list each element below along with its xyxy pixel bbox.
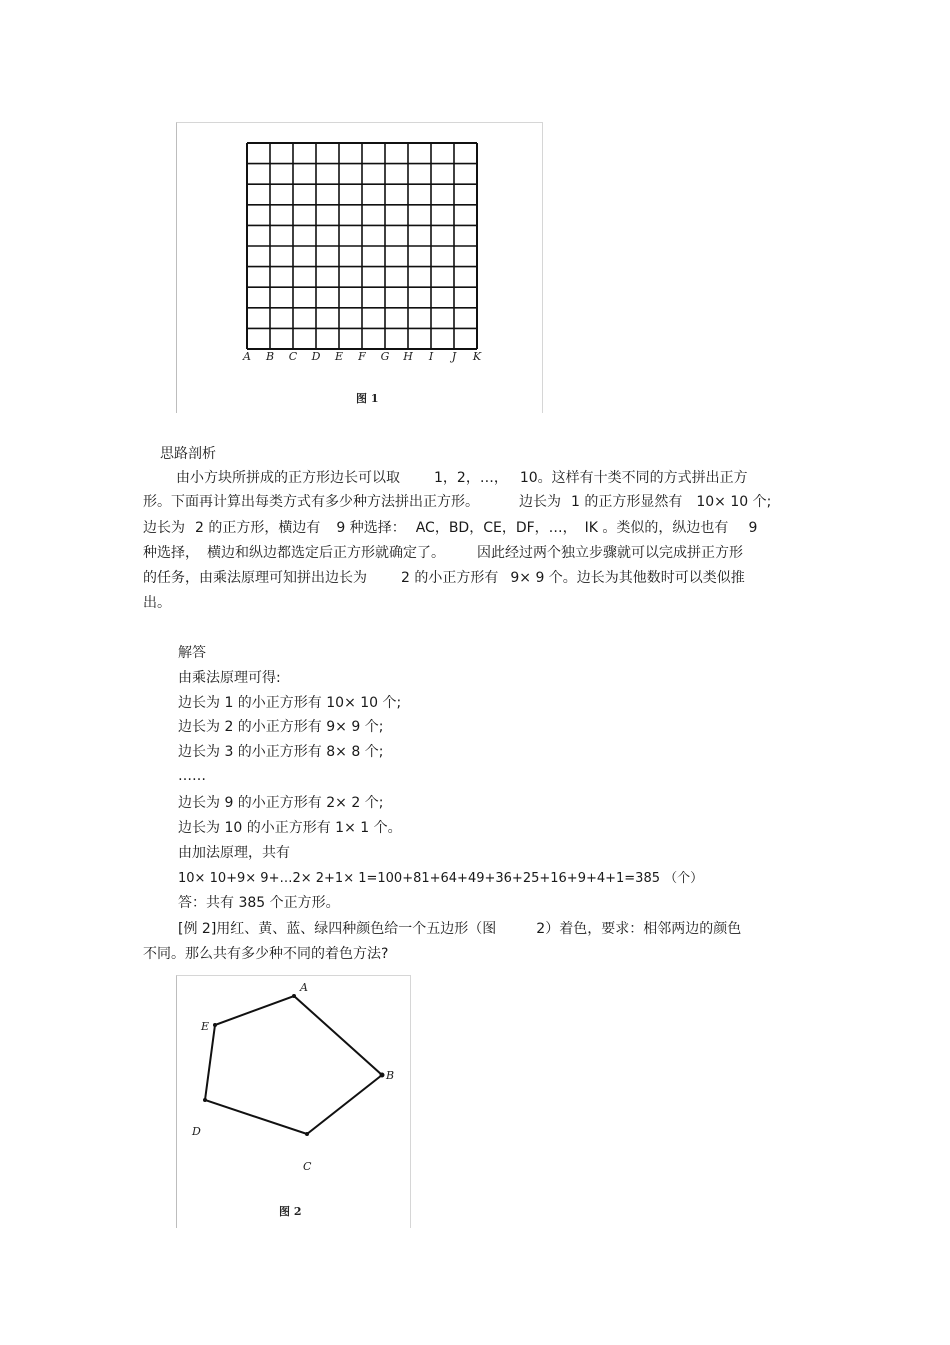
axis-label-e: E — [334, 350, 344, 363]
analysis-text: 因此经过两个独立步骤就可以完成拼正方形 — [477, 545, 743, 561]
analysis-text: 10。这样有十类不同的方式拼出正方 — [519, 470, 748, 486]
axis-label-c: C — [288, 350, 298, 363]
answer-line: …… — [178, 768, 206, 784]
answer-line: 边长为 2 的小正方形有 9× 9 个; — [178, 719, 384, 735]
example2-line-2: 不同。那么共有多少种不同的着色方法? — [143, 946, 389, 962]
answer-heading: 解答 — [178, 645, 206, 661]
vertex-label-e: E — [201, 1020, 210, 1033]
figure-1-grid — [245, 141, 479, 351]
analysis-text: 2 的正方形，横边有 — [195, 520, 321, 536]
axis-label-j: J — [451, 350, 457, 363]
answer-line: 边长为 10 的小正方形有 1× 1 个。 — [178, 820, 402, 836]
axis-label-g: G — [380, 350, 390, 363]
analysis-text: 9 种选择： — [336, 520, 406, 536]
analysis-text: 10× 10 个; — [696, 494, 772, 510]
axis-label-d: D — [311, 350, 321, 363]
axis-label-i: I — [428, 350, 434, 363]
analysis-text: 的任务，由乘法原理可知拼出边长为 — [143, 570, 367, 586]
analysis-text: 形。下面再计算出每类方式有多少种方法拼出正方形。 — [143, 494, 479, 510]
figure-2-caption: 图 2 — [279, 1205, 302, 1218]
vertex-label-c: C — [303, 1160, 312, 1173]
vertex-label-d: D — [192, 1125, 201, 1138]
example2-text: [例 2]用红、黄、蓝、绿四种颜色给一个五边形（图 — [178, 921, 497, 937]
analysis-text: 9 — [748, 520, 758, 536]
pentagon-shape — [205, 996, 382, 1134]
analysis-text: 种选择， — [143, 545, 199, 561]
analysis-text: 横边和纵边都选定后正方形就确定了。 — [207, 545, 445, 561]
analysis-line-6: 出。 — [143, 595, 171, 611]
answer-line: 边长为 9 的小正方形有 2× 2 个; — [178, 795, 384, 811]
analysis-text: 1 的正方形显然有 — [571, 494, 683, 510]
answer-line: 边长为 1 的小正方形有 10× 10 个; — [178, 695, 402, 711]
answer-line: 边长为 3 的小正方形有 8× 8 个; — [178, 744, 384, 760]
vertex-label-a: A — [300, 981, 308, 994]
axis-label-b: B — [265, 350, 275, 363]
example2-text: 2）着色，要求：相邻两边的颜色 — [536, 921, 742, 937]
analysis-text: 由小方块所拼成的正方形边长可以取 — [176, 470, 400, 486]
analysis-line-5 — [143, 570, 745, 586]
answer-conclusion: 答：共有 385 个正方形。 — [178, 895, 340, 911]
axis-label-k: K — [472, 350, 482, 363]
analysis-line-4 — [143, 545, 743, 561]
vertex-label-b: B — [386, 1069, 395, 1082]
analysis-text: 边长为 — [143, 520, 185, 536]
axis-label-f: F — [358, 350, 366, 363]
analysis-text: IK 。类似的，纵边也有 — [584, 520, 729, 536]
figure-1-caption: 图 1 — [356, 392, 379, 405]
analysis-text: AC，BD，CE，DF，…， — [415, 520, 577, 536]
analysis-line-1 — [176, 470, 748, 486]
figure-2-pentagon — [176, 975, 409, 1227]
analysis-text: 边长为 — [519, 494, 561, 510]
analysis-line-3 — [143, 520, 757, 536]
axis-label-a: A — [243, 350, 251, 363]
example2-line-1 — [178, 921, 741, 937]
answer-line: 由加法原理，共有 — [178, 845, 290, 861]
answer-equation: 10× 10+9× 9+…2× 2+1× 1=100+81+64+49+36+25+16+9+4+1=385 （个） — [178, 871, 704, 886]
analysis-heading: 思路剖析 — [160, 446, 216, 462]
analysis-line-2 — [143, 494, 771, 510]
answer-line: 由乘法原理可得: — [178, 670, 281, 686]
analysis-text: 1，2，…， — [434, 470, 508, 486]
analysis-text: 2 的小正方形有 — [401, 570, 499, 586]
axis-label-h: H — [403, 350, 413, 363]
analysis-text: 9× 9 个。边长为其他数时可以类似推 — [510, 570, 745, 586]
